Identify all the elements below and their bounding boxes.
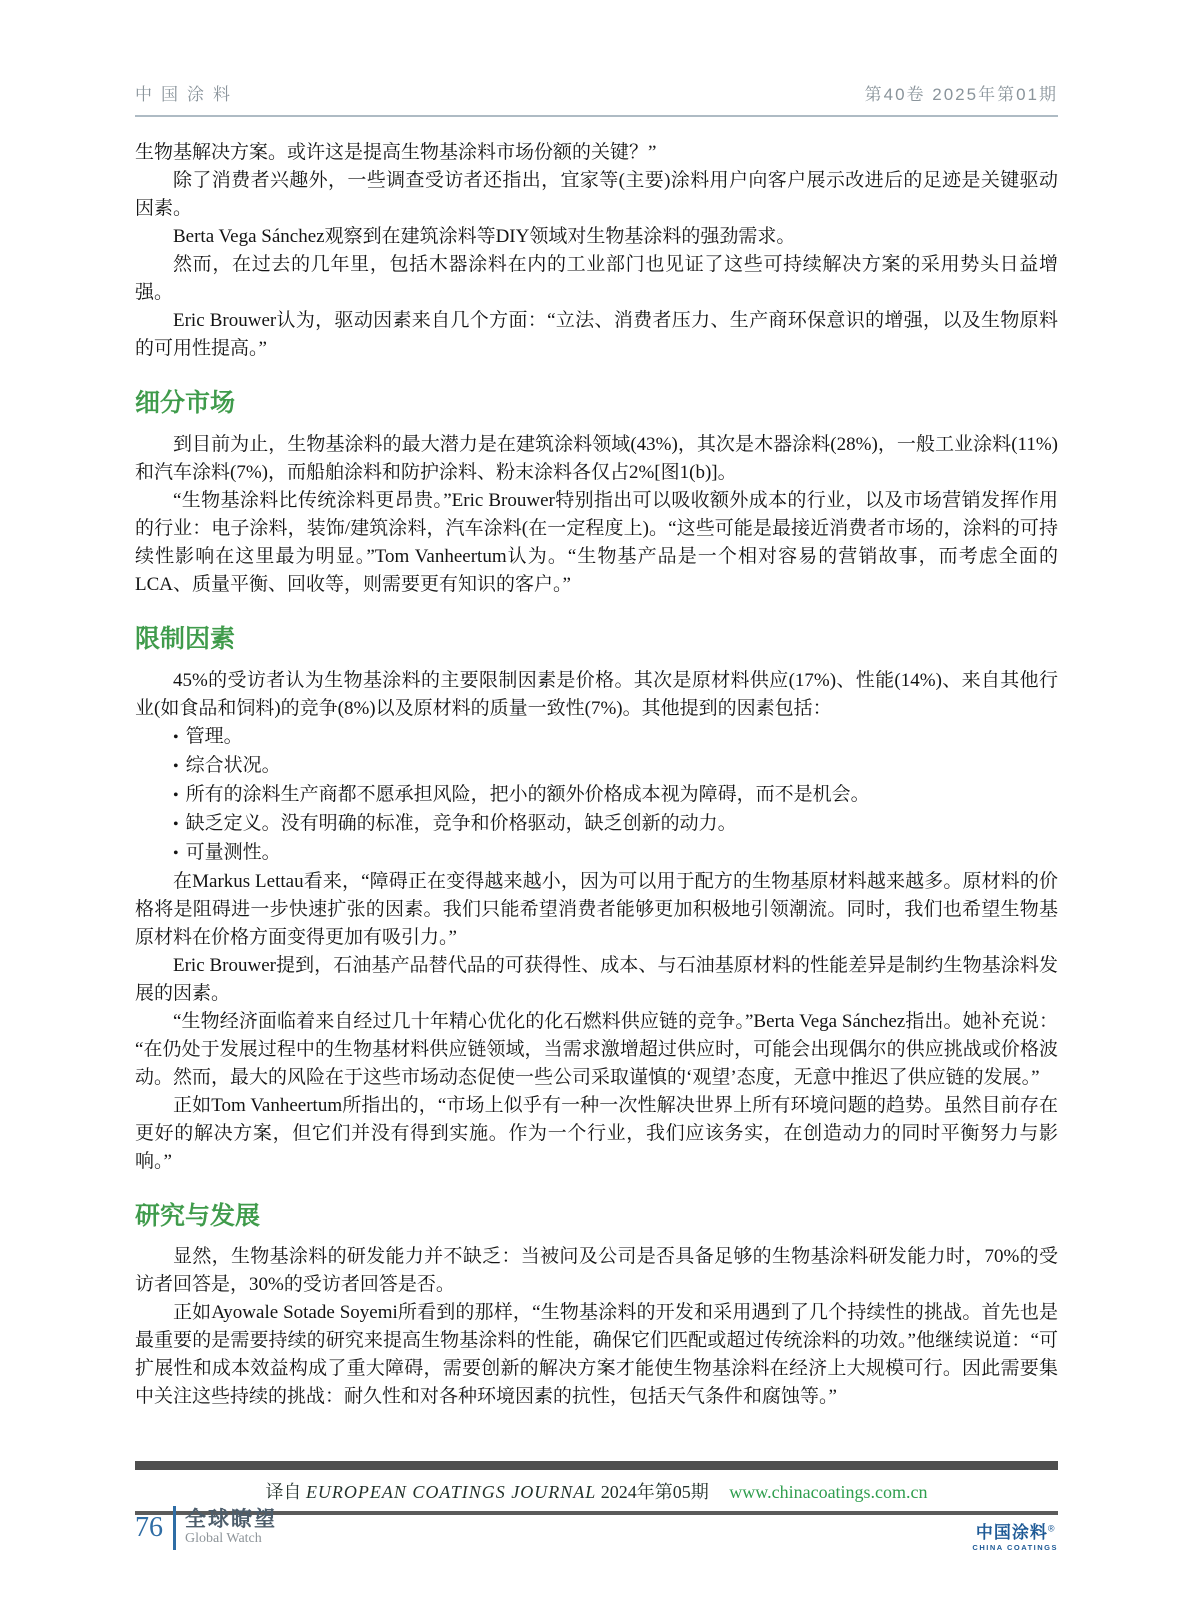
body-paragraph: 显然，生物基涂料的研发能力并不缺乏：当被问及公司是否具备足够的生物基涂料研发能力时，70%的受访者回答是，30%的受访者回答是否。 xyxy=(135,1246,1058,1296)
list-item-text: 综合状况。 xyxy=(185,754,281,776)
list-item xyxy=(135,781,1058,810)
divider-bar-top xyxy=(135,1461,1058,1470)
body-paragraph: 45%的受访者认为生物基涂料的主要限制因素是价格。其次是原材料供应(17%)、性能(14%)、来自其他行业(如食品和饲料)的竞争(8%)以及原材料的质量一致性(7%)。其他提到的因素包括： xyxy=(135,669,1058,719)
bullet-dot-icon: • xyxy=(173,844,179,862)
column-title xyxy=(185,1508,277,1548)
page-number: 76 xyxy=(135,1512,163,1543)
list-item-text: 所有的涂料生产商都不愿承担风险，把小的额外价格成本视为障碍，而不是机会。 xyxy=(185,783,870,805)
body-paragraph: Eric Brouwer提到，石油基产品替代品的可获得性、成本、与石油基原材料的性能差异是制约生物基涂料发展的因素。 xyxy=(135,954,1058,1004)
body-paragraph: 正如Tom Vanheertum所指出的，“市场上似乎有一种一次性解决世界上所有环境问题的趋势。虽然目前存在更好的解决方案，但它们并没有得到实施。作为一个行业，我们应该务实，在创造动力的同时平衡努力与影响。” xyxy=(135,1094,1058,1172)
bullet-dot-icon: • xyxy=(173,728,179,746)
vertical-divider xyxy=(173,1506,176,1550)
source-issue: 2024年第05期 xyxy=(600,1482,709,1503)
logo-cn-text: 中国涂料 xyxy=(975,1523,1048,1543)
bullet-dot-icon: • xyxy=(173,786,179,804)
list-item xyxy=(135,752,1058,781)
bullet-dot-icon: • xyxy=(173,815,179,833)
citation-prefix: 译自 xyxy=(265,1482,302,1503)
list-item xyxy=(135,839,1058,868)
body-paragraph: 然而，在过去的几年里，包括木器涂料在内的工业部门也见证了这些可持续解决方案的采用势头日益增强。 xyxy=(135,254,1058,303)
bullet-list xyxy=(135,723,1058,868)
body-paragraph: 在Markus Lettau看来，“障碍正在变得越来越小，因为可以用于配方的生物基原材料越来越多。原材料的价格将是阻碍进一步快速扩张的因素。我们只能希望消费者能够更加积极地引领潮流。同时，我们也希望生物基原材料在价格方面变得更加有吸引力。” xyxy=(135,870,1058,948)
list-item-text: 可量测性。 xyxy=(185,841,281,863)
china-coatings-logo xyxy=(972,1523,1058,1552)
column-title-en: Global Watch xyxy=(185,1531,262,1547)
website-link[interactable]: www.chinacoatings.com.cn xyxy=(729,1482,928,1503)
section-heading-limiting-factors: 限制因素 xyxy=(135,624,236,653)
list-item xyxy=(135,723,1058,752)
section-heading-market-segments: 细分市场 xyxy=(135,389,236,417)
article-body xyxy=(135,139,1058,1411)
section-heading-research-development: 研究与发展 xyxy=(135,1201,261,1230)
logo-en-text: CHINA COATINGS xyxy=(972,1542,1058,1552)
body-paragraph: “生物基涂料比传统涂料更昂贵。”Eric Brouwer特别指出可以吸收额外成本的行业，以及市场营销发挥作用的行业：电子涂料，装饰/建筑涂料，汽车涂料(在一定程度上)。“这些可能是最接近消费者市场的，涂料的可持续性影响在这里最为明显。”Tom Vanheertum认为。“生物基产品是一个相对容易的营销故事，而考虑全面的LCA、质量平衡、回收等，则需要更有知识的客户。” xyxy=(135,489,1058,595)
journal-name: 中国涂料 xyxy=(135,85,239,104)
body-paragraph: Eric Brouwer认为，驱动因素来自几个方面：“立法、消费者压力、生产商环保意识的增强，以及生物原料的可用性提高。” xyxy=(135,310,1058,359)
column-title-cn: 全球瞭望 xyxy=(185,1508,277,1532)
page-footer xyxy=(135,1506,277,1550)
list-item xyxy=(135,810,1058,839)
source-journal-name: EUROPEAN COATINGS JOURNAL xyxy=(305,1482,597,1503)
body-paragraph: “生物经济面临着来自经过几十年精心优化的化石燃料供应链的竞争。”Berta Vega Sánchez指出。她补充说：“在仍处于发展过程中的生物基材料供应链领域，当需求激增超过供应时，可能会出现偶尔的供应挑战或价格波动。然而，最大的风险在于这些市场动态促使一些公司采取谨慎的‘观望’态度，无意中推迟了供应链的发展。” xyxy=(135,1010,1058,1088)
issue-info: 第40卷 2025年第01期 xyxy=(864,85,1058,104)
registered-mark-icon: ® xyxy=(1047,1523,1055,1534)
body-paragraph: Berta Vega Sánchez观察到在建筑涂料等DIY领域对生物基涂料的强劲需求。 xyxy=(173,226,796,247)
body-paragraph: 生物基解决方案。或许这是提高生物基涂料市场份额的关键？” xyxy=(135,142,657,163)
list-item-text: 缺乏定义。没有明确的标准，竞争和价格驱动，缺乏创新的动力。 xyxy=(185,812,737,834)
body-paragraph: 正如Ayowale Sotade Soyemi所看到的那样，“生物基涂料的开发和采用遇到了几个持续性的挑战。首先也是最重要的是需要持续的研究来提高生物基涂料的性能，确保它们匹配或超过传统涂料的功效。”他继续说道：“可扩展性和成本效益构成了重大障碍，需要创新的解决方案才能使生物基涂料在经济上大规模可行。因此需要集中关注这些持续的挑战：耐久性和对各种环境因素的抗性，包括天气条件和腐蚀等。” xyxy=(135,1302,1058,1408)
body-paragraph: 除了消费者兴趣外，一些调查受访者还指出，宜家等(主要)涂料用户向客户展示改进后的足迹是关键驱动因素。 xyxy=(135,170,1058,219)
page-header xyxy=(135,80,1058,117)
bullet-dot-icon: • xyxy=(173,757,179,775)
list-item-text: 管理。 xyxy=(185,725,243,747)
body-paragraph: 到目前为止，生物基涂料的最大潜力是在建筑涂料领域(43%)，其次是木器涂料(28%)，一般工业涂料(11%)和汽车涂料(7%)，而船舶涂料和防护涂料、粉末涂料各仅占2%[图1(b)]。 xyxy=(135,433,1058,483)
